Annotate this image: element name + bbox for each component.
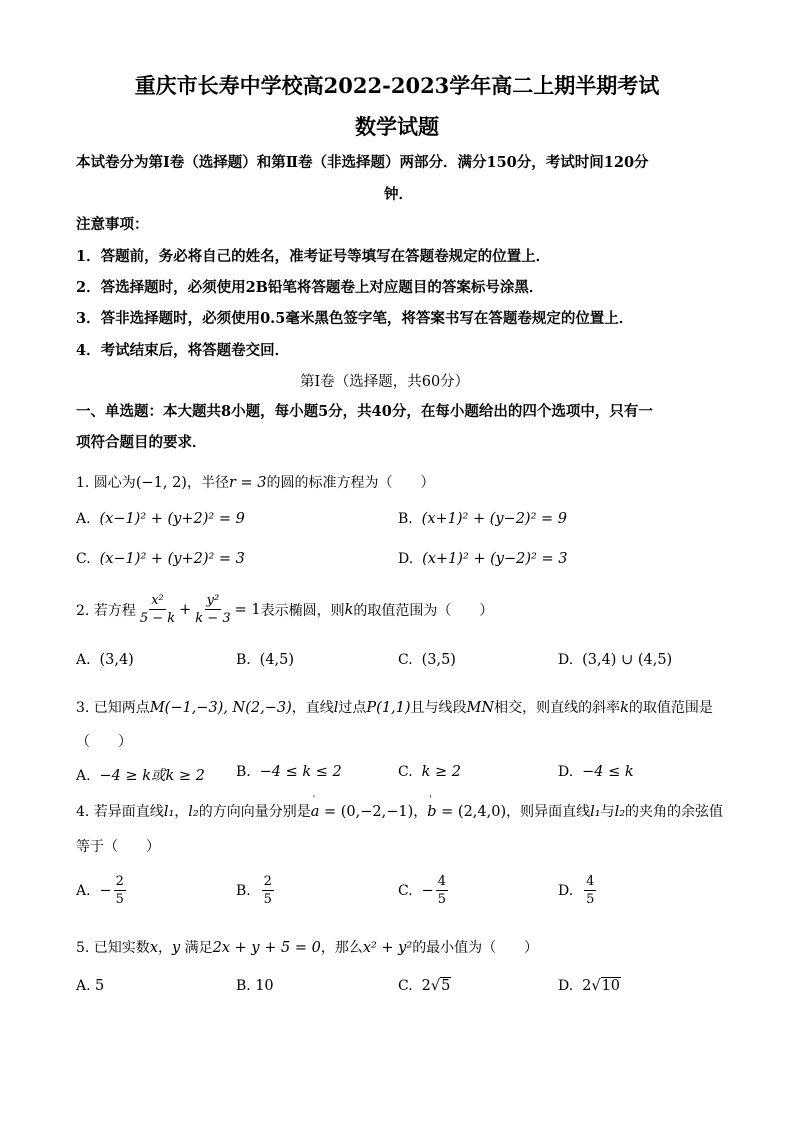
q3-point-p: P(1,1) bbox=[366, 700, 411, 716]
intro-line-2: 钟． bbox=[384, 186, 413, 203]
q2-equals: = 1 bbox=[234, 601, 261, 618]
q3-text-b: ，直线 bbox=[291, 700, 334, 716]
option-content: (3,5) bbox=[421, 652, 456, 668]
option-content: (3,4) bbox=[99, 652, 134, 668]
option-content: (3,4) ∪ (4,5) bbox=[582, 652, 673, 668]
q5-option-c bbox=[398, 978, 451, 994]
q5-expression: x² + y² bbox=[362, 940, 413, 956]
q5-text-d: 的最小值为（ ） bbox=[412, 940, 539, 956]
option-label: D. bbox=[558, 978, 574, 994]
q4-vector-a: ' a bbox=[311, 804, 320, 820]
q1-text-c: 的圆的标准方程为（ ） bbox=[266, 475, 435, 491]
option-content: (x+1)² + (y−2)² = 3 bbox=[422, 551, 568, 567]
option-label: A. bbox=[76, 511, 91, 527]
q4-text-e: 的夹角的余弦值 bbox=[625, 804, 724, 820]
q4-l1-b: l₁ bbox=[590, 804, 601, 820]
option-label: D. bbox=[398, 551, 414, 567]
fraction-numerator: 2 bbox=[115, 874, 124, 889]
q4-vector-a-value: = (0,−2,−1) bbox=[319, 804, 414, 820]
q5-option-d bbox=[558, 978, 621, 994]
section-instruction-2: 项符合题目的要求． bbox=[76, 434, 207, 451]
section-heading: 第Ⅰ卷（选择题，共60分） bbox=[300, 374, 470, 390]
q3-text-a: 3. 已知两点 bbox=[76, 700, 150, 716]
q2-option-d bbox=[558, 652, 672, 668]
question-3-stem bbox=[76, 697, 713, 717]
q3-text-d: 且与线段 bbox=[410, 700, 467, 716]
fraction-numerator: y² bbox=[206, 593, 220, 608]
option-content: 10 bbox=[255, 978, 274, 994]
q3-answer-paren: （ ） bbox=[76, 734, 132, 750]
q3-option-c bbox=[398, 764, 461, 780]
q4-option-b bbox=[236, 873, 276, 908]
q4-l1: l₁ bbox=[163, 804, 175, 820]
q4-l2: l₂ bbox=[188, 804, 199, 820]
q2-option-c bbox=[398, 652, 456, 668]
q1-text-a: 1. 圆心为 bbox=[76, 475, 136, 491]
notes-heading: 注意事项： bbox=[76, 216, 149, 233]
option-fraction bbox=[114, 873, 126, 908]
q2-var-k: k bbox=[344, 601, 354, 618]
fraction-numerator: 4 bbox=[437, 874, 447, 889]
question-2-stem bbox=[76, 592, 493, 627]
option-label: A. bbox=[76, 978, 91, 994]
q4-text-f: 等于（ ） bbox=[76, 839, 160, 855]
q3-option-a bbox=[76, 764, 205, 785]
q2-fraction-y bbox=[193, 592, 232, 627]
sqrt-symbol: √ bbox=[430, 978, 441, 994]
q1-option-a bbox=[76, 511, 245, 527]
q4-text-a: 4. 若异面直线 bbox=[76, 804, 164, 820]
question-4-stem bbox=[76, 801, 723, 821]
q3-text-e: 相交，则直线的斜率 bbox=[494, 700, 621, 716]
fraction-numerator: 4 bbox=[586, 874, 595, 889]
exam-subtitle: 数学试题 bbox=[355, 114, 439, 139]
intro-line-1: 本试卷分为第Ⅰ卷（选择题）和第Ⅱ卷（非选择题）两部分．满分150分，考试时间120分 bbox=[76, 154, 649, 171]
option-label: D. bbox=[558, 652, 574, 668]
q1-text-b: ，半径 bbox=[186, 475, 229, 491]
q5-option-a bbox=[76, 978, 104, 994]
option-content: k ≥ 2 bbox=[421, 764, 461, 780]
q5-text-a: 5. 已知实数 bbox=[76, 940, 150, 956]
q4-l2-b: l₂ bbox=[614, 804, 626, 820]
q4-text-c: ，则异面直线 bbox=[506, 804, 591, 820]
note-2: 2．答选择题时，必须使用2B铅笔将答题卷上对应题目的答案标号涂黑． bbox=[76, 279, 544, 296]
q4-option-d bbox=[558, 873, 598, 908]
q5-option-b bbox=[236, 978, 274, 994]
option-content: (x+1)² + (y−2)² = 9 bbox=[421, 511, 567, 527]
q3-text-c: 过点 bbox=[338, 700, 367, 716]
option-label: D. bbox=[558, 882, 574, 899]
option-label: D. bbox=[558, 764, 574, 780]
q4-option-c bbox=[398, 873, 450, 908]
option-label: B. bbox=[236, 652, 251, 668]
q1-center: (−1, 2) bbox=[135, 475, 187, 491]
fraction-denominator: 5 bbox=[437, 892, 447, 907]
option-content: (x−1)² + (y+2)² = 9 bbox=[99, 511, 245, 527]
option-label: C. bbox=[76, 551, 91, 567]
option-coefficient: 2 bbox=[421, 978, 431, 994]
sqrt-symbol: √ bbox=[591, 978, 601, 994]
question-1-stem bbox=[76, 472, 434, 492]
q4-text-d: 与 bbox=[600, 804, 615, 820]
option-fraction bbox=[262, 873, 274, 908]
q4-comma: ， bbox=[174, 804, 189, 820]
q4-text-b: 的方向向量分别是 bbox=[198, 804, 311, 820]
fraction-numerator: 2 bbox=[263, 874, 272, 889]
q4-option-a bbox=[76, 873, 128, 908]
q2-option-a bbox=[76, 652, 134, 668]
q3-var-l: l bbox=[333, 700, 339, 716]
q5-text-b: 满足 bbox=[180, 940, 213, 956]
note-4: 4．考试结束后，将答题卷交回． bbox=[76, 342, 290, 359]
option-fraction bbox=[436, 873, 448, 908]
option-label: B. bbox=[236, 764, 251, 780]
option-content: 5 bbox=[95, 978, 105, 994]
option-label: C. bbox=[398, 882, 413, 899]
option-label: C. bbox=[398, 652, 413, 668]
q2-text-b: 表示椭圆，则 bbox=[260, 602, 345, 619]
question-5-stem bbox=[76, 937, 538, 957]
option-sign: − bbox=[99, 882, 112, 899]
note-3: 3．答非选择题时，必须使用0.5毫米黑色签字笔，将答案书写在答题卷规定的位置上． bbox=[76, 310, 634, 327]
option-content: −4 ≥ k或k ≥ 2 bbox=[99, 768, 205, 784]
option-content: (4,5) bbox=[259, 652, 295, 668]
q5-comma: ， bbox=[158, 940, 172, 956]
q5-text-c: ，那么 bbox=[320, 940, 363, 956]
option-radicand: 10 bbox=[601, 978, 621, 994]
q5-var-x: x bbox=[149, 940, 158, 956]
q1-option-d bbox=[398, 551, 567, 567]
option-label: A. bbox=[76, 652, 91, 668]
option-label: B. bbox=[236, 882, 251, 899]
option-label: A. bbox=[76, 882, 91, 899]
q2-text-c: 的取值范围为（ ） bbox=[353, 602, 494, 619]
option-coefficient: 2 bbox=[582, 978, 592, 994]
option-radicand: 5 bbox=[441, 978, 451, 994]
q2-plus: + bbox=[179, 601, 192, 618]
option-label: C. bbox=[398, 764, 413, 780]
exam-title: 重庆市长寿中学校高2022-2023学年高二上期半期考试 bbox=[134, 73, 660, 98]
q2-option-b bbox=[236, 652, 294, 668]
q2-fraction-x bbox=[138, 592, 177, 627]
q1-radius: r = 3 bbox=[228, 475, 267, 491]
q2-text-a: 2. 若方程 bbox=[76, 602, 136, 619]
note-1: 1．答题前，务必将自己的姓名，准考证号等填写在答题卷规定的位置上． bbox=[76, 248, 551, 265]
q5-condition: 2x + y + 5 = 0 bbox=[212, 940, 321, 956]
q3-option-d bbox=[558, 764, 634, 780]
option-content: −4 ≤ k ≤ 2 bbox=[259, 764, 342, 780]
option-content: (x−1)² + (y+2)² = 3 bbox=[99, 551, 245, 567]
q1-option-c bbox=[76, 551, 245, 567]
fraction-numerator: x² bbox=[151, 593, 164, 608]
fraction-denominator: 5 bbox=[263, 892, 272, 907]
option-sign: − bbox=[421, 882, 434, 899]
q4-vector-b: ' b bbox=[427, 804, 436, 820]
fraction-denominator: 5 bbox=[115, 892, 124, 907]
fraction-denominator: 5 − k bbox=[139, 611, 176, 626]
q3-text-f: 的取值范围是 bbox=[628, 700, 713, 716]
q3-option-b bbox=[236, 764, 342, 780]
fraction-denominator: 5 bbox=[586, 892, 595, 907]
q4-comma-2: ， bbox=[413, 804, 428, 820]
q5-var-y: y bbox=[172, 940, 181, 956]
fraction-denominator: k − 3 bbox=[195, 611, 231, 626]
section-instruction-1: 一、单选题：本大题共8小题，每小题5分，共40分，在每小题给出的四个选项中，只有一 bbox=[76, 403, 653, 420]
option-label: C. bbox=[398, 978, 413, 994]
q4-vector-b-value: = (2,4,0) bbox=[436, 804, 507, 820]
q3-segment: MN bbox=[466, 700, 495, 716]
q3-var-k: k bbox=[620, 700, 629, 716]
option-fraction bbox=[584, 873, 596, 908]
option-content: −4 ≤ k bbox=[582, 764, 634, 780]
option-label: B. bbox=[398, 511, 413, 527]
q1-option-b bbox=[398, 511, 567, 527]
option-label: A. bbox=[76, 768, 91, 784]
q3-points: M(−1,−3), N(2,−3) bbox=[149, 700, 292, 716]
option-label: B. bbox=[236, 978, 251, 994]
